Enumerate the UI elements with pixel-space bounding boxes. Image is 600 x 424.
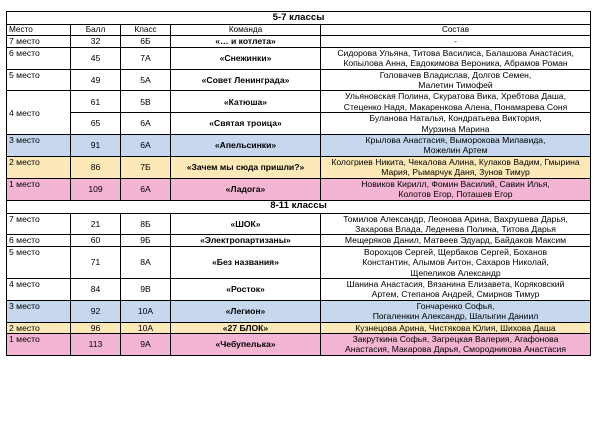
results-table-body [7,12,591,356]
members-cell: Сидорова Ульяна, Титова Василиса, Балашова Анастасия, Копылова Анна, Евдокимова Вероника, Абрамов Роман [321,47,591,69]
grade-cell: 7Б [121,156,171,178]
grade-cell: 5А [121,69,171,91]
team-name: «Святая троица» [171,113,321,135]
score-cell: 32 [71,36,121,47]
grade-cell: 9А [121,333,171,355]
table-row [7,333,591,355]
members-cell: Крылова Анастасия, Выморокова Милавида, Можелин Артем [321,135,591,157]
score-cell: 65 [71,113,121,135]
members-cell: - [321,36,591,47]
grade-cell: 10А [121,322,171,333]
place-cell: 4 место [7,91,71,135]
header-place: Место [7,25,71,36]
grade-cell: 8Б [121,213,171,235]
header-grade: Класс [121,25,171,36]
table-row [7,178,591,200]
score-cell: 86 [71,156,121,178]
team-name: «Ладога» [171,178,321,200]
results-document [6,11,591,356]
place-cell: 4 место [7,278,71,300]
members-cell: Буланова Наталья, Кондратьева Виктория, Мурзина Марина [321,113,591,135]
members-cell: Гончаренко Софья, Погаленкин Александр, Шалыгин Даниил [321,300,591,322]
members-cell: Кологриев Никита, Чекалова Алина, Кулаков Вадим, Гмырина Мария, Рымарчук Даня, Зунов Тимур [321,156,591,178]
score-cell: 60 [71,235,121,246]
grade-cell: 6А [121,178,171,200]
members-cell: Шанина Анастасия, Вязанина Елизавета, Коряковский Артем, Степанов Андрей, Смирнов Тимур [321,278,591,300]
header-score: Балл [71,25,121,36]
score-cell: 96 [71,322,121,333]
section-title-row [7,200,591,213]
score-cell: 113 [71,333,121,355]
table-row [7,235,591,246]
score-cell: 61 [71,91,121,113]
results-table [6,11,591,356]
score-cell: 71 [71,246,121,278]
members-cell: Ворохцов Сергей, Щербаков Сергей, Боханов Константин, Алымов Антон, Сахаров Николай, Щепеликов Александр [321,246,591,278]
table-row [7,278,591,300]
place-cell: 6 место [7,235,71,246]
place-cell: 7 место [7,36,71,47]
members-cell: Ульяновская Полина, Скуратова Вика, Хребтова Даша, Стеценко Надя, Макаренкова Алена, Понамарева Соня [321,91,591,113]
table-row [7,36,591,47]
team-name: «… и котлета» [171,36,321,47]
table-row [7,91,591,113]
team-name: «Росток» [171,278,321,300]
table-row [7,69,591,91]
header-team: Команда [171,25,321,36]
place-cell: 2 место [7,322,71,333]
members-cell: Кузнецова Арина, Чистякова Юлия, Шихова Даша [321,322,591,333]
grade-cell: 10А [121,300,171,322]
grade-cell: 5В [121,91,171,113]
score-cell: 91 [71,135,121,157]
grade-cell: 6Б [121,36,171,47]
team-name: «Катюша» [171,91,321,113]
team-name: «Зачем мы сюда пришли?» [171,156,321,178]
members-cell: Мещеряков Данил, Матвеев Эдуард, Байдаков Максим [321,235,591,246]
score-cell: 109 [71,178,121,200]
grade-cell: 6А [121,113,171,135]
place-cell: 6 место [7,47,71,69]
score-cell: 49 [71,69,121,91]
members-cell: Головачев Владислав, Долгов Семен, Малетин Тимофей [321,69,591,91]
team-name: «Чебупелька» [171,333,321,355]
place-cell: 5 место [7,246,71,278]
members-cell: Томилов Александр, Леонова Арина, Вахрушева Дарья, Захарова Влада, Леденева Полина, Титова Дарья [321,213,591,235]
score-cell: 84 [71,278,121,300]
team-name: «Снежинки» [171,47,321,69]
grade-cell: 9Б [121,235,171,246]
section-title: 5-7 классы [7,12,591,25]
members-cell: Новиков Кирилл, Фомин Василий, Савин Илья, Колотов Егор, Поташев Егор [321,178,591,200]
grade-cell: 7А [121,47,171,69]
team-name: «Легион» [171,300,321,322]
team-name: «27 БЛОК» [171,322,321,333]
place-cell: 3 место [7,300,71,322]
section-title: 8-11 классы [7,200,591,213]
team-name: «Без названия» [171,246,321,278]
table-row [7,156,591,178]
grade-cell: 9В [121,278,171,300]
team-name: «Совет Ленинграда» [171,69,321,91]
table-row [7,246,591,278]
place-cell: 5 место [7,69,71,91]
header-members: Состав [321,25,591,36]
team-name: «ШОК» [171,213,321,235]
section-title-row [7,12,591,25]
table-row [7,322,591,333]
place-cell: 1 место [7,333,71,355]
members-cell: Закруткина Софья, Загрецкая Валерия, Агафонова Анастасия, Макарова Дарья, Смородникова Анастасия [321,333,591,355]
team-name: «Электропартизаны» [171,235,321,246]
place-cell: 3 место [7,135,71,157]
table-row [7,113,591,135]
grade-cell: 6А [121,135,171,157]
team-name: «Апельсинки» [171,135,321,157]
place-cell: 7 место [7,213,71,235]
table-row [7,213,591,235]
score-cell: 92 [71,300,121,322]
table-row [7,47,591,69]
score-cell: 45 [71,47,121,69]
score-cell: 21 [71,213,121,235]
place-cell: 1 место [7,178,71,200]
place-cell: 2 место [7,156,71,178]
table-row [7,135,591,157]
grade-cell: 8А [121,246,171,278]
table-header-row [7,25,591,36]
table-row [7,300,591,322]
